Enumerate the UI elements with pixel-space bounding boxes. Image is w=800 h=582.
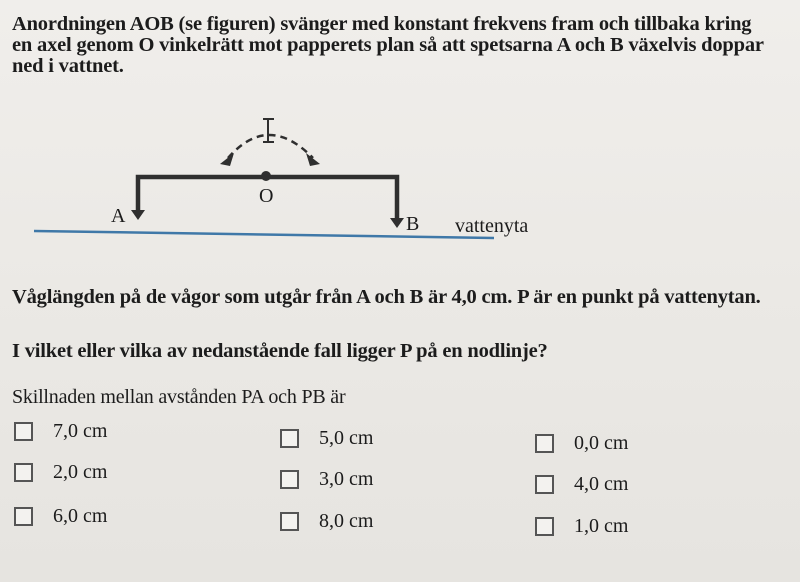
tip-b-icon (390, 218, 404, 228)
option-7-0-cm[interactable] (14, 420, 107, 443)
option-label: 8,0 cm (319, 510, 374, 532)
checkbox[interactable] (14, 507, 33, 526)
option-label: 7,0 cm (53, 420, 108, 442)
option-8-0-cm[interactable] (280, 510, 373, 533)
checkbox[interactable] (280, 512, 299, 531)
checkbox[interactable] (535, 434, 554, 453)
option-label: 4,0 cm (574, 473, 629, 495)
option-label: 0,0 cm (574, 432, 629, 454)
option-0-0-cm[interactable] (535, 432, 628, 455)
checkbox[interactable] (280, 470, 299, 489)
option-3-0-cm[interactable] (280, 468, 373, 491)
option-label: 5,0 cm (319, 427, 374, 449)
checkbox[interactable] (535, 517, 554, 536)
option-label: 1,0 cm (574, 515, 629, 537)
option-2-0-cm[interactable] (14, 461, 107, 484)
option-label: 6,0 cm (53, 505, 108, 527)
label-o: O (259, 185, 274, 207)
water-surface-line (34, 231, 494, 238)
arc-arrow-left-icon (220, 153, 234, 166)
label-a: A (111, 205, 126, 227)
wavelength-text: Våglängden på de vågor som utgår från A och B är 4,0 cm. P är en punkt på vattenytan. (12, 286, 761, 308)
intro-line-2: en axel genom O vinkelrätt mot papperets plan så att spetsarna A och B växelvis doppar (12, 34, 764, 56)
option-label: 2,0 cm (53, 461, 108, 483)
tip-a-icon (131, 210, 145, 220)
checkbox[interactable] (535, 475, 554, 494)
arc-arrow-right-icon (306, 153, 320, 166)
pivot-o (261, 171, 271, 181)
question-text: I vilket eller vilka av nedanstående fall ligger P på en nodlinje? (12, 340, 548, 362)
checkbox[interactable] (14, 463, 33, 482)
option-1-0-cm[interactable] (535, 515, 628, 538)
swing-arc (228, 135, 313, 158)
option-5-0-cm[interactable] (280, 427, 373, 450)
label-vattenyta: vattenyta (455, 215, 529, 237)
option-6-0-cm[interactable] (14, 505, 107, 528)
intro-line-1: Anordningen AOB (se figuren) svänger med konstant frekvens fram och tillbaka kring (12, 13, 752, 35)
option-4-0-cm[interactable] (535, 473, 628, 496)
checkbox[interactable] (280, 429, 299, 448)
option-label: 3,0 cm (319, 468, 374, 490)
checkbox[interactable] (14, 422, 33, 441)
prompt-text: Skillnaden mellan avstånden PA och PB är (12, 386, 346, 408)
label-b: B (406, 213, 420, 235)
intro-line-3: ned i vattnet. (12, 55, 124, 77)
